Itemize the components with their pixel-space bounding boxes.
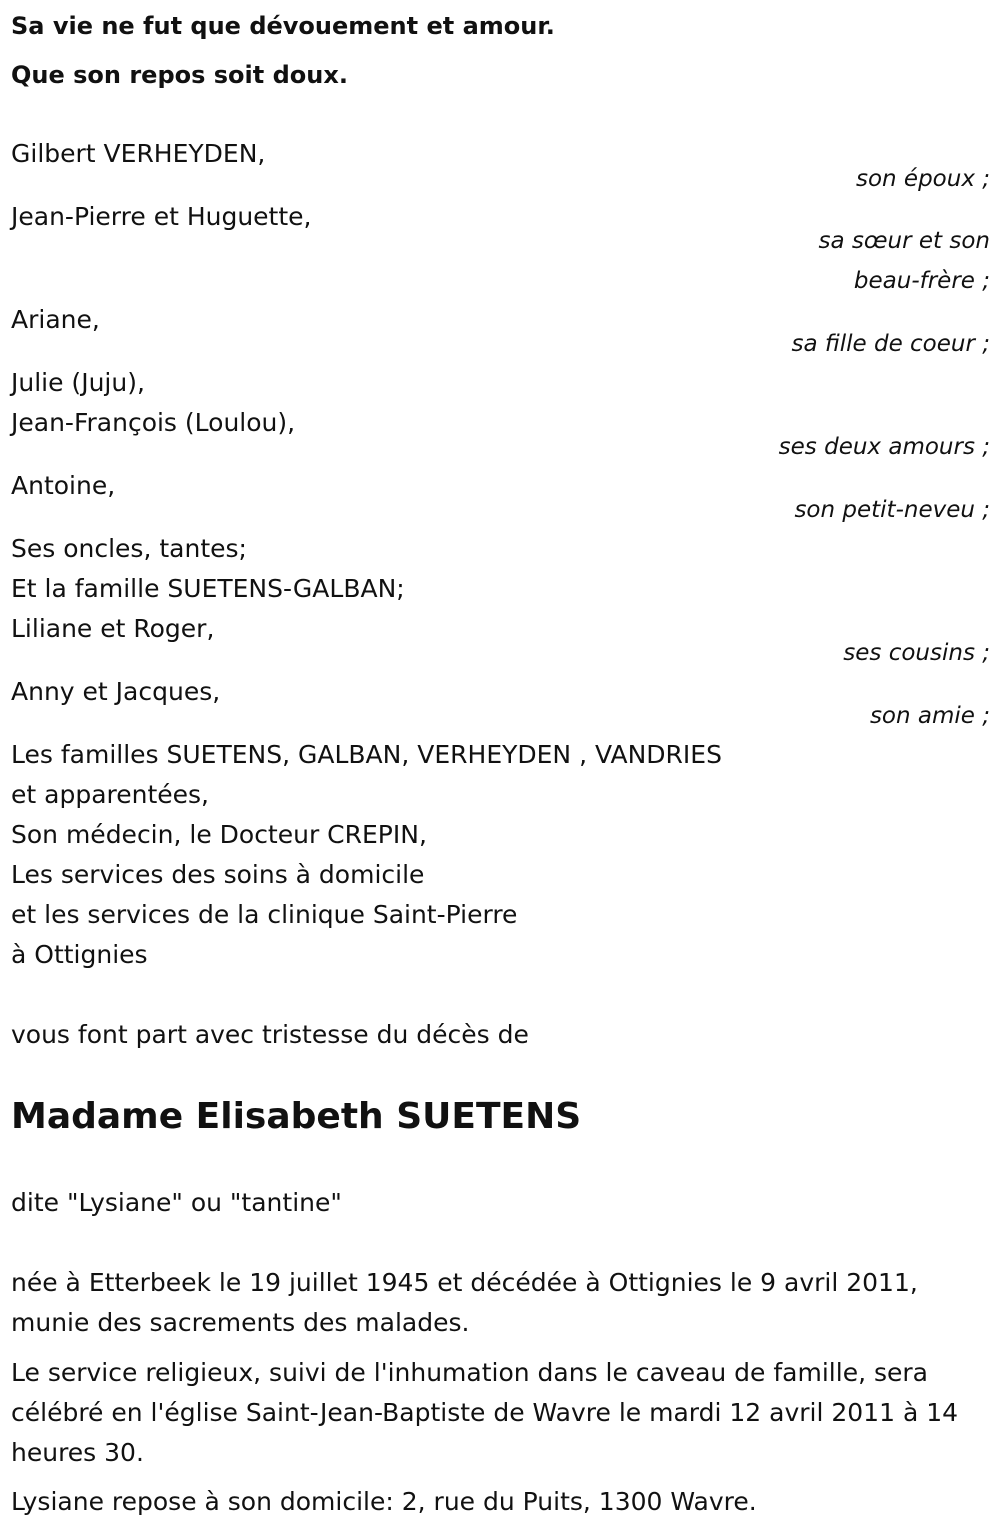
mourner-name: Julie (Juju), [11,368,145,397]
nickname-text: dite "Lysiane" ou "tantine" [11,1188,342,1217]
epitaph-line-2: Que son repos soit doux. [11,61,348,89]
mourner-name: Jean-François (Loulou), [11,408,296,437]
residence-text: Lysiane repose à son domicile: 2, rue du Puits, 1300 Wavre. [11,1487,757,1516]
birth-death-line: née à Etterbeek le 19 juillet 1945 et décédée à Ottignies le 9 avril 2011, [11,1268,918,1297]
mourner-name: Anny et Jacques, [11,677,221,706]
announcement-text: vous font part avec tristesse du décès de [11,1020,529,1049]
mourner-name: Gilbert VERHEYDEN, [11,139,266,168]
relationship-label: sa fille de coeur ; [791,331,990,357]
mourner-line: Les familles SUETENS, GALBAN, VERHEYDEN , VANDRIES [11,740,722,769]
relationship-label: sa sœur et son [818,228,990,254]
mourner-name: Et la famille SUETENS-GALBAN; [11,574,405,603]
mourner-line: et les services de la clinique Saint-Pierre [11,900,518,929]
service-line: Le service religieux, suivi de l'inhumation dans le caveau de famille, sera [11,1358,928,1387]
relationship-label: son amie ; [869,703,990,729]
mourner-line: et apparentées, [11,780,209,809]
service-line: célébré en l'église Saint-Jean-Baptiste de Wavre le mardi 12 avril 2011 à 14 [11,1398,959,1427]
mourner-line: à Ottignies [11,940,148,969]
mourner-name: Ariane, [11,305,100,334]
relationship-label: beau-frère ; [853,268,990,294]
relationship-label: ses cousins ; [843,640,990,666]
mourner-name: Liliane et Roger, [11,614,215,643]
epitaph-line-1: Sa vie ne fut que dévouement et amour. [11,12,555,40]
relationship-label: son époux ; [855,166,990,192]
mourner-name: Jean-Pierre et Huguette, [11,202,312,231]
mourner-name: Antoine, [11,471,116,500]
service-line: heures 30. [11,1438,144,1467]
relationship-label: ses deux amours ; [778,434,990,460]
relationship-label: son petit-neveu ; [794,497,990,523]
deceased-name: Madame Elisabeth SUETENS [11,1096,582,1137]
mourner-line: Les services des soins à domicile [11,860,425,889]
mourner-name: Ses oncles, tantes; [11,534,247,563]
mourner-line: Son médecin, le Docteur CREPIN, [11,820,427,849]
birth-death-line: munie des sacrements des malades. [11,1308,470,1337]
